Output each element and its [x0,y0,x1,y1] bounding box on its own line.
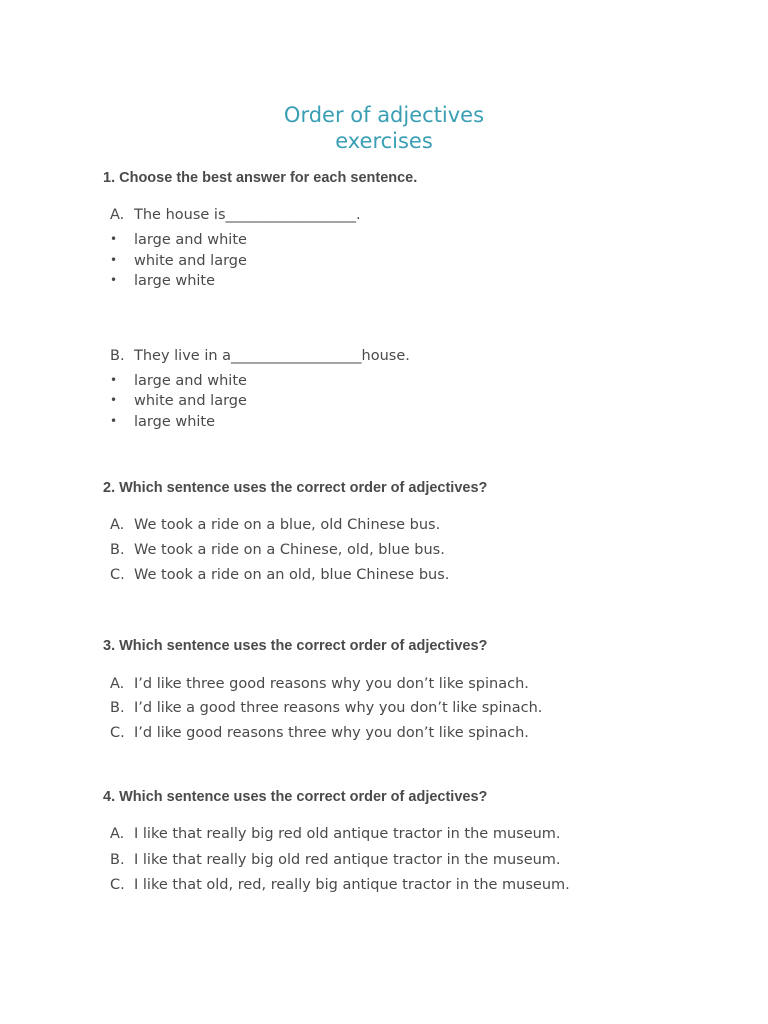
option-text: I like that really big old red antique tractor in the museum. [134,852,561,868]
question-1b-choice-2 [110,392,247,410]
page-title-line-2: exercises [335,129,433,153]
page-title [0,102,768,154]
question-3-heading: 3. Which sentence uses the correct order of adjectives? [103,638,488,654]
bullet-icon: • [110,373,118,387]
option-text: We took a ride on an old, blue Chinese bus. [134,567,450,583]
choice-text: large and white [134,232,247,248]
question-1b-prompt [110,347,410,365]
choice-text: white and large [134,253,247,269]
question-3-option-b [110,699,542,717]
option-text: I like that really big red old antique tractor in the museum. [134,826,561,842]
option-letter: B. [110,852,125,868]
option-letter: A. [110,207,125,223]
question-4-option-a [110,825,561,843]
question-1-heading: 1. Choose the best answer for each sentence. [103,170,418,186]
option-letter: C. [110,725,125,741]
choice-text: large white [134,273,216,289]
question-3-option-c [110,724,529,742]
option-text: The house is__________________. [134,207,361,223]
choice-text: large and white [134,373,247,389]
question-1b-choice-1 [110,372,247,390]
option-text: I’d like three good reasons why you don’t like spinach. [134,676,529,692]
question-1a-choice-3 [110,272,215,290]
bullet-icon: • [110,273,118,287]
question-1a-prompt [110,206,361,224]
option-text: I’d like a good three reasons why you don’t like spinach. [134,700,543,716]
option-text: We took a ride on a Chinese, old, blue bus. [134,542,445,558]
option-letter: C. [110,567,125,583]
question-2-option-a [110,516,440,534]
bullet-icon: • [110,232,118,246]
choice-text: white and large [134,393,247,409]
option-letter: B. [110,700,125,716]
option-text: I like that old, red, really big antique tractor in the museum. [134,877,570,893]
option-text: They live in a__________________house. [134,348,410,364]
question-4-option-c [110,876,570,894]
question-2-heading: 2. Which sentence uses the correct order of adjectives? [103,480,488,496]
question-2-option-b [110,541,445,559]
option-letter: A. [110,517,125,533]
question-1a-choice-1 [110,231,247,249]
option-letter: B. [110,348,125,364]
choice-text: large white [134,414,216,430]
page-title-line-1: Order of adjectives [283,103,485,127]
bullet-icon: • [110,393,118,407]
question-4-option-b [110,851,561,869]
option-text: I’d like good reasons three why you don’t like spinach. [134,725,529,741]
bullet-icon: • [110,414,118,428]
question-2-option-c [110,566,449,584]
option-letter: A. [110,676,125,692]
option-letter: C. [110,877,125,893]
question-3-option-a [110,675,529,693]
question-1b-choice-3 [110,413,215,431]
question-4-heading: 4. Which sentence uses the correct order of adjectives? [103,789,488,805]
question-1a-choice-2 [110,252,247,270]
option-letter: A. [110,826,125,842]
option-letter: B. [110,542,125,558]
bullet-icon: • [110,253,118,267]
option-text: We took a ride on a blue, old Chinese bus. [134,517,441,533]
